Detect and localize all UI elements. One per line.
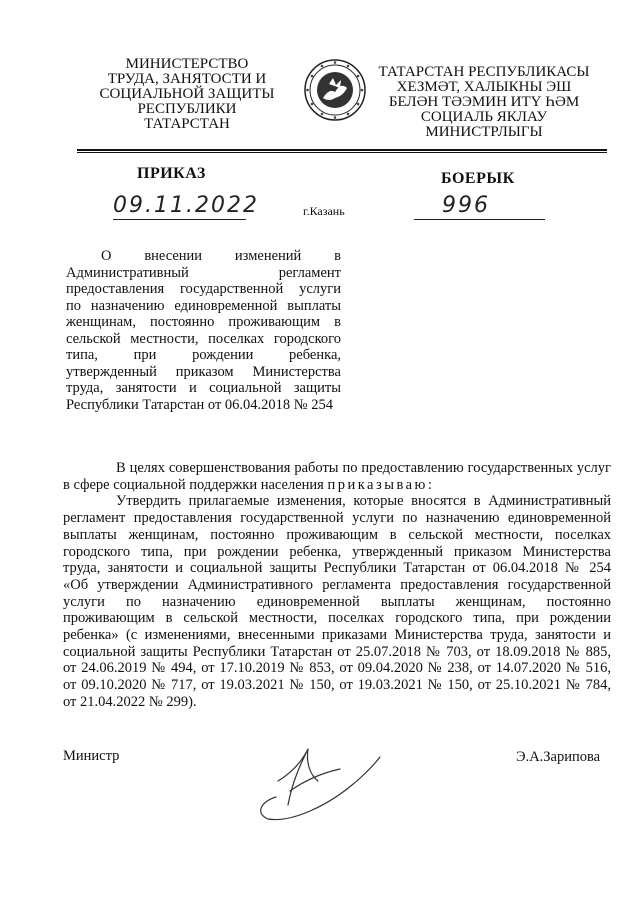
body-line: социальной защиты Республики Татарстан от 25.07.2018 № 703, от 18.09.2018 № 885,: [63, 643, 611, 660]
subject-line: О внесении изменений в: [101, 248, 341, 264]
doc-number: 996: [442, 193, 490, 218]
body-intro-text: в сфере социальной поддержки населения: [63, 476, 328, 493]
subject-line: по назначению единовременной выплаты: [66, 297, 341, 314]
ministry-name-ru: [72, 57, 302, 132]
body-line: Утвердить прилагаемые изменения, которые вносятся в Административный: [116, 493, 611, 510]
doc-type-ru: ПРИКАЗ: [137, 165, 206, 182]
subject-line: типа, при рождении ребенка,: [66, 347, 341, 363]
subject-line: утвержденный приказом Министерства: [66, 363, 341, 380]
tatarstan-emblem-icon: [303, 58, 367, 122]
doc-type-tt: БОЕРЫК: [441, 170, 515, 187]
body-line: от 24.06.2019 № 494, от 17.10.2019 № 853, от 09.04.2020 № 238, от 14.07.2020 № 516,: [63, 660, 611, 677]
ministry-name-tt-line: ТАТАРСТАН РЕСПУБЛИКАСЫ: [378, 64, 590, 80]
body-line: труда, занятости и социальной защиты Республики Татарстан от 06.04.2018 № 254: [63, 560, 611, 577]
ministry-name-ru-line: ТРУДА, ЗАНЯТОСТИ И: [107, 71, 267, 87]
doc-date: 09.11.2022: [113, 193, 259, 218]
body-line: городского типа, при рождении ребенка, утвержденный приказом Министерства: [63, 543, 611, 560]
body-line: [63, 477, 611, 494]
subject-line: Республики Татарстан от 06.04.2018 № 254: [66, 396, 333, 413]
body-line: «Об утверждении Административного регламента предоставления государственной: [63, 576, 611, 593]
doc-city: г.Казань: [303, 204, 345, 218]
order-verb: приказываю:: [327, 476, 435, 493]
body-line: В целях совершенствования работы по предоставлению государственных услуг: [116, 460, 611, 476]
body-line: ребенка» (с изменениями, внесенными приказами Министерства труда, занятости и: [63, 627, 611, 644]
subject-line: Административный регламент: [66, 264, 341, 281]
subject-line: труда, занятости и социальной защиты: [66, 380, 341, 396]
body-line: выплаты женщинам, постоянно проживающим в сельской местности, поселках: [63, 526, 611, 543]
body-line: услуги по назначению единовременной выплаты женщинам, постоянно: [63, 593, 611, 610]
ministry-name-tt-line: СОЦИАЛЬ ЯКЛАУ: [420, 109, 548, 125]
ministry-name-ru-line: РЕСПУБЛИКИ: [137, 101, 237, 117]
ministry-name-tt-line: БЕЛӘН ТӘЭМИН ИТҮ ҺӘМ: [388, 94, 580, 110]
header-divider-thin: [77, 152, 607, 153]
order-body: [63, 460, 611, 711]
ministry-name-tt-line: ХЕЗМӘТ, ХАЛЫКНЫ ЭШ: [396, 79, 572, 95]
body-line: от 09.10.2020 № 717, от 19.03.2021 № 150, от 19.03.2021 № 150, от 25.10.2021 № 784,: [63, 677, 611, 694]
header-divider: [77, 149, 607, 151]
body-line: проживающим в сельской местности, поселках городского типа, при рождении: [63, 610, 611, 627]
body-line: регламент предоставления государственной услуги по назначению единовременной: [63, 510, 611, 527]
ministry-name-ru-line: ТАТАРСТАН: [144, 116, 230, 132]
signatory-title: Министр: [63, 748, 120, 764]
body-line: от 21.04.2022 № 299).: [63, 693, 197, 710]
subject-line: сельской местности, поселках городского: [66, 330, 341, 347]
ministry-name-tt: [373, 65, 595, 140]
ministry-name-tt-line: МИНИСТРЛЫГЫ: [425, 124, 543, 140]
signatory-name: Э.А.Зарипова: [516, 749, 601, 765]
order-subject: [66, 248, 341, 413]
ministry-name-ru-line: МИНИСТЕРСТВО: [125, 56, 249, 72]
doc-number-line: [414, 195, 545, 220]
subject-line: женщинам, постоянно проживающим в: [66, 314, 341, 330]
ministry-name-ru-line: СОЦИАЛЬНОЙ ЗАЩИТЫ: [99, 86, 275, 102]
subject-line: предоставления государственной услуги: [66, 281, 341, 297]
handwritten-signature: [248, 735, 388, 825]
